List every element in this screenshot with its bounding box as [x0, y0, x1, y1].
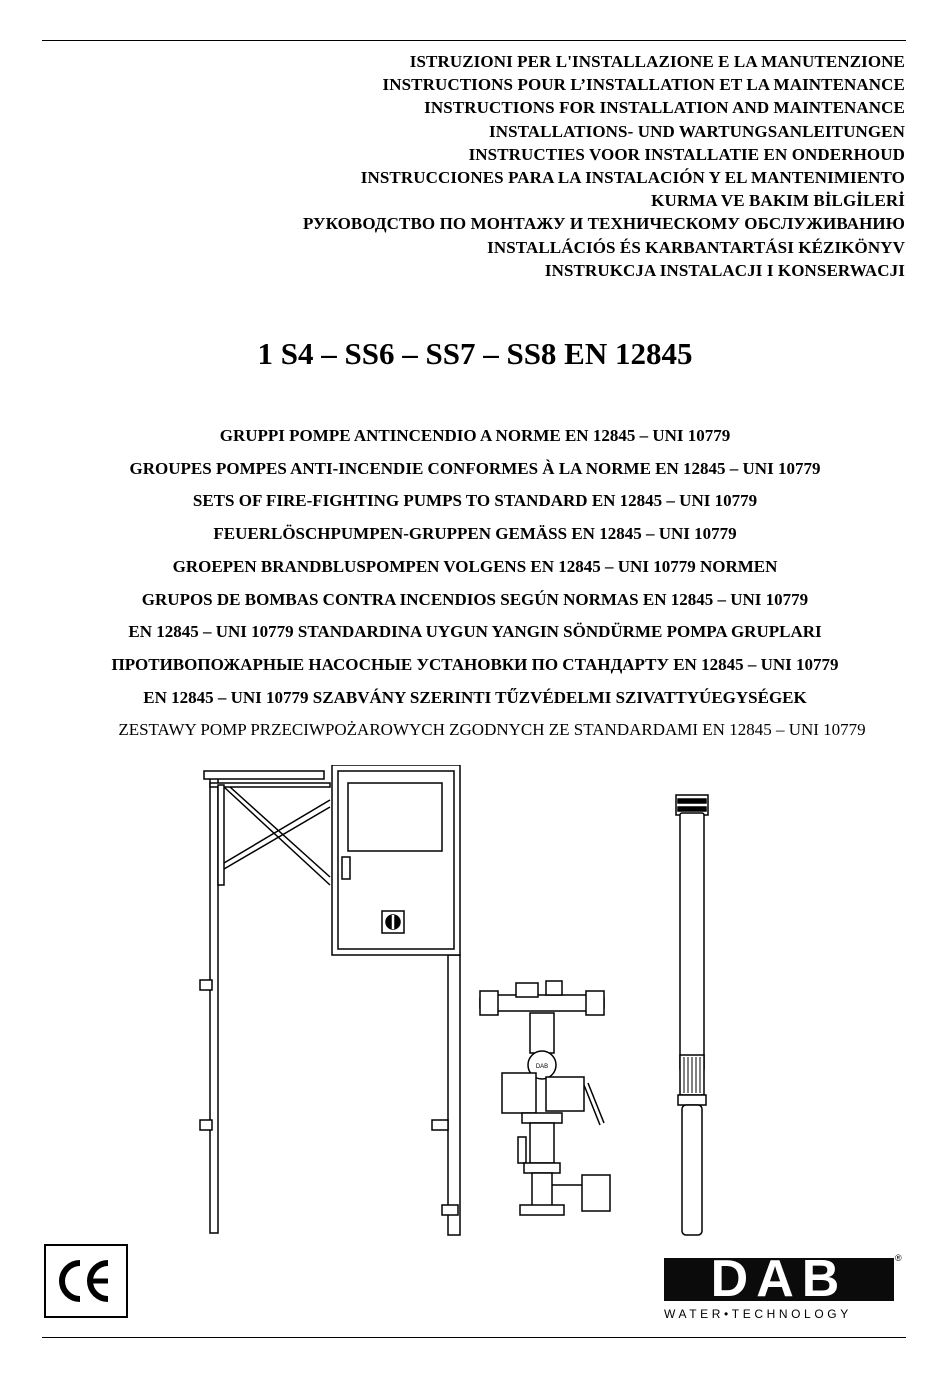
title-en: INSTRUCTIONS FOR INSTALLATION AND MAINTENANCE [424, 98, 905, 118]
registered-mark: ® [895, 1253, 902, 1263]
valve-label: DAB [535, 1064, 549, 1070]
dab-logo [658, 1243, 910, 1328]
title-fr: INSTRUCTIONS POUR L’INSTALLATION ET LA MAINTENANCE [382, 75, 905, 95]
subtitle-ru: ПРОТИВОПОЖАРНЫЕ НАСОСНЫЕ УСТАНОВКИ ПО СТАНДАРТУ EN 12845 – UNI 10779 [111, 654, 839, 674]
title-pl: INSTRUKCJA INSTALACJI I KONSERWACJI [544, 260, 905, 280]
title-nl: INSTRUCTIES VOOR INSTALLATIE EN ONDERHOUD [468, 144, 905, 164]
title-ru: РУКОВОДСТВО ПО МОНТАЖУ И ТЕХНИЧЕСКОМУ ОБСЛУЖИВАНИЮ [302, 214, 905, 234]
top-rule [42, 40, 906, 41]
title-hu: INSTALLÁCIÓS ÉS KARBANTARTÁSI KÉZIKÖNYV [487, 237, 905, 257]
valve-assembly [480, 981, 610, 1215]
subtitle-es: GRUPOS DE BOMBAS CONTRA INCENDIOS SEGÚN NORMAS EN 12845 – UNI 10779 [141, 589, 809, 609]
ce-mark-icon [46, 1246, 126, 1316]
subtitle-tr: EN 12845 – UNI 10779 STANDARDINA UYGUN YANGIN SÖNDÜRME POMPA GRUPLARI [128, 622, 822, 642]
subtitle-block [0, 420, 950, 747]
dab-tagline: WATER•TECHNOLOGY [664, 1307, 852, 1321]
bottom-rule [42, 1337, 906, 1338]
model-heading: 1 S4 – SS6 – SS7 – SS8 EN 12845 [257, 336, 693, 371]
title-tr: KURMA VE BAKIM BİLGİLERİ [651, 191, 905, 211]
subtitle-en: SETS OF FIRE-FIGHTING PUMPS TO STANDARD EN 12845 – UNI 10779 [192, 491, 758, 511]
dab-brand-wordmark: DAB [664, 1258, 894, 1301]
subtitle-hu: EN 12845 – UNI 10779 SZABVÁNY SZERINTI TŰZVÉDELMI SZIVATTYÚEGYSÉGEK [143, 687, 807, 707]
subtitle-de: FEUERLÖSCHPUMPEN-GRUPPEN GEMÄSS EN 12845 – UNI 10779 [213, 524, 737, 544]
control-cabinet [332, 765, 460, 955]
product-illustration [180, 765, 720, 1245]
ce-mark-logo [44, 1244, 128, 1318]
subtitle-it: GRUPPI POMPE ANTINCENDIO A NORME EN 12845 – UNI 10779 [219, 426, 731, 445]
submersible-pump [676, 795, 708, 1235]
subtitle-nl: GROEPEN BRANDBLUSPOMPEN VOLGENS EN 12845 – UNI 10779 NORMEN [172, 556, 778, 576]
title-es: INSTRUCCIONES PARA LA INSTALACIÓN Y EL MANTENIMIENTO [360, 168, 905, 188]
instructions-title-block [303, 50, 905, 282]
subtitle-fr: GROUPES POMPES ANTI-INCENDIE CONFORMES À LA NORME EN 12845 – UNI 10779 [129, 458, 821, 478]
title-it: ISTRUZIONI PER L'INSTALLAZIONE E LA MANUTENZIONE [409, 52, 905, 71]
subtitle-pl: ZESTAWY POMP PRZECIWPOŻAROWYCH ZGODNYCH ZE STANDARDAMI EN 12845 – UNI 10779 [118, 720, 866, 740]
title-de: INSTALLATIONS- UND WARTUNGSANLEITUNGEN [488, 121, 905, 141]
